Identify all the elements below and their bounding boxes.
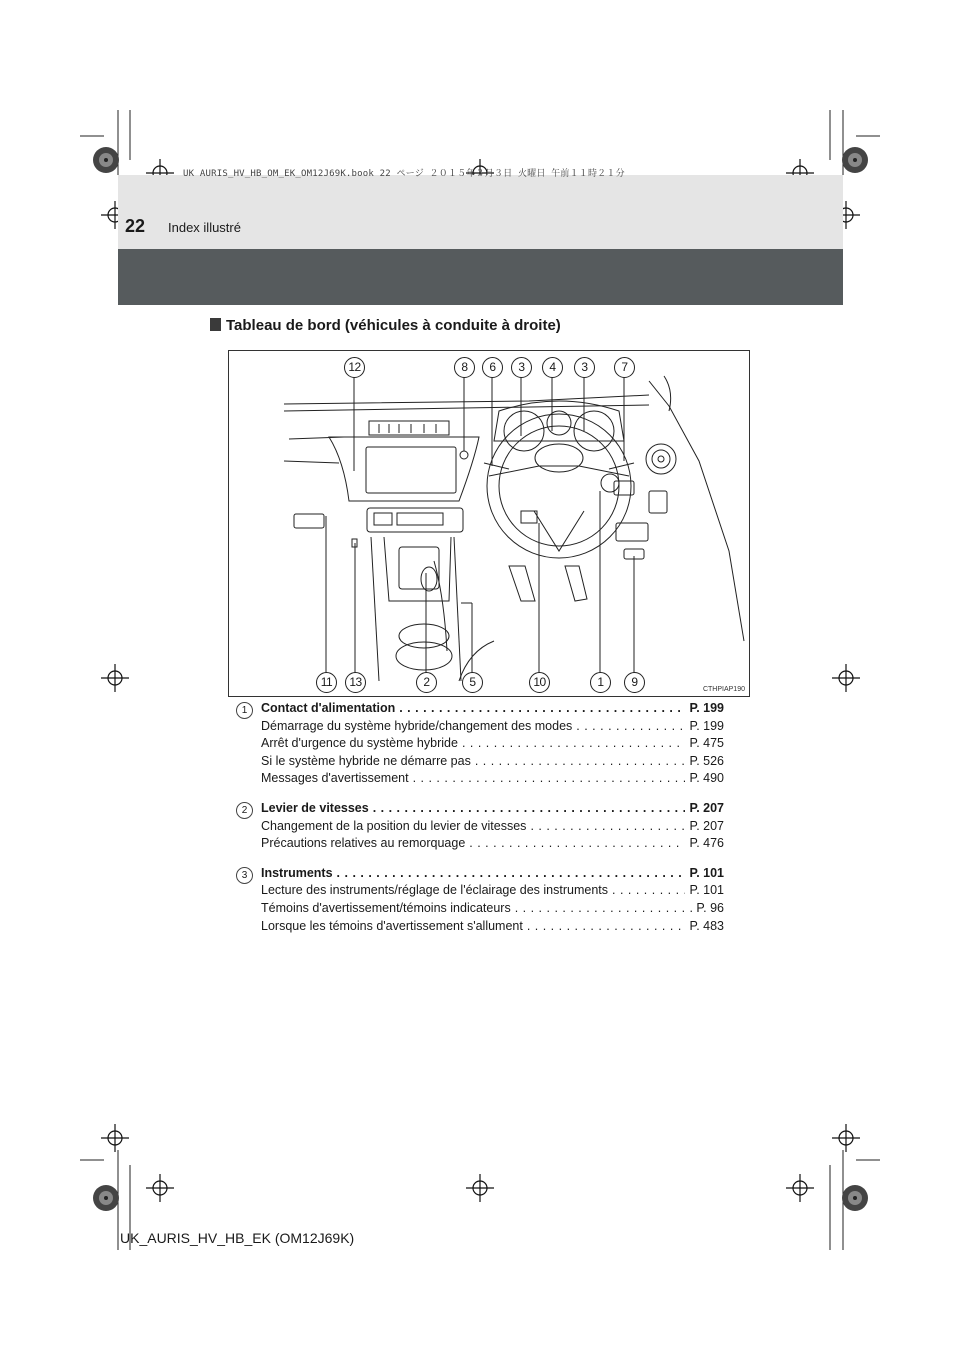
entry-subitem: [261, 770, 724, 788]
page-reference: P. 476: [689, 836, 724, 851]
callout-9: 9: [624, 672, 645, 693]
dashboard-illustration: [228, 350, 750, 697]
entry-title: Instruments: [261, 865, 333, 880]
callout-3-left: 3: [511, 357, 532, 378]
entry-title-line: [261, 865, 724, 883]
subitem-label: Arrêt d'urgence du système hybride: [261, 736, 458, 751]
page-reference: P. 490: [689, 771, 724, 786]
entry-number-badge: 1: [236, 702, 253, 719]
print-metadata-line: UK AURIS_HV_HB_OM_EK_OM12J69K.book 22 ページ ２０１５年３月３日 火曜日 午前１１時２１分: [183, 169, 625, 179]
callout-6: 6: [482, 357, 503, 378]
callout-11: 11: [316, 672, 337, 693]
entry-number-badge: 3: [236, 867, 253, 884]
page-reference: P. 199: [689, 701, 724, 715]
callout-4: 4: [542, 357, 563, 378]
callout-12-top: 12: [344, 357, 365, 378]
page-reference: P. 199: [689, 718, 724, 733]
subitem-label: Lecture des instruments/réglage de l'éclairage des instruments: [261, 883, 609, 898]
callout-3-right: 3: [574, 357, 595, 378]
entry-subitem: [261, 900, 724, 918]
footer-manual-code: UK_AURIS_HV_HB_EK (OM12J69K): [120, 1230, 355, 1246]
entry-subitem: [261, 918, 724, 936]
callout-8: 8: [454, 357, 475, 378]
callout-7: 7: [614, 357, 635, 378]
callout-10: 10: [529, 672, 550, 693]
entry-title: Contact d'alimentation: [261, 701, 396, 715]
entry-subitem: [261, 818, 724, 836]
entry-subitem: [261, 718, 724, 736]
page-reference: P. 475: [689, 736, 724, 751]
page-reference: P. 101: [689, 883, 724, 898]
subitem-label: Changement de la position du levier de vitesses: [261, 818, 527, 833]
subitem-label: Précautions relatives au remorquage: [261, 836, 466, 851]
index-entry: [236, 865, 724, 935]
entry-number-badge: 2: [236, 802, 253, 819]
dashboard-drawing: [229, 351, 749, 696]
entry-subitem: [261, 735, 724, 753]
section-name: Index illustré: [168, 220, 241, 235]
index-entries: [236, 700, 724, 947]
index-entry: [236, 700, 724, 788]
bullet-square-icon: [210, 318, 221, 331]
header-band-light: [118, 175, 843, 249]
subitem-label: Messages d'avertissement: [261, 771, 409, 786]
subitem-label: Témoins d'avertissement/témoins indicateurs: [261, 900, 511, 915]
entry-subitem: [261, 882, 724, 900]
section-title-text: Tableau de bord (véhicules à conduite à droite): [226, 317, 561, 334]
index-entry: [236, 800, 724, 853]
header-band-dark: [118, 249, 843, 305]
entry-subitem: [261, 835, 724, 853]
callout-2: 2: [416, 672, 437, 693]
entry-subitem: [261, 753, 724, 771]
subitem-label: Si le système hybride ne démarre pas: [261, 753, 471, 768]
entry-title-line: [261, 800, 724, 818]
page-reference: P. 96: [696, 900, 724, 915]
entry-title-line: [261, 700, 724, 718]
page-reference: P. 483: [689, 918, 724, 933]
subitem-label: Démarrage du système hybride/changement des modes: [261, 718, 573, 733]
page-number: 22: [125, 216, 146, 236]
section-title: [210, 317, 561, 334]
callout-1: 1: [590, 672, 611, 693]
page-reference: P. 207: [689, 818, 724, 833]
callout-5: 5: [462, 672, 483, 693]
page-reference: P. 207: [689, 800, 724, 815]
figure-code: CTHPIAP190: [702, 686, 745, 693]
page-reference: P. 526: [689, 753, 724, 768]
subitem-label: Lorsque les témoins d'avertissement s'allument: [261, 918, 523, 933]
callout-13: 13: [345, 672, 366, 693]
entry-title: Levier de vitesses: [261, 800, 369, 815]
page-reference: P. 101: [689, 865, 724, 880]
